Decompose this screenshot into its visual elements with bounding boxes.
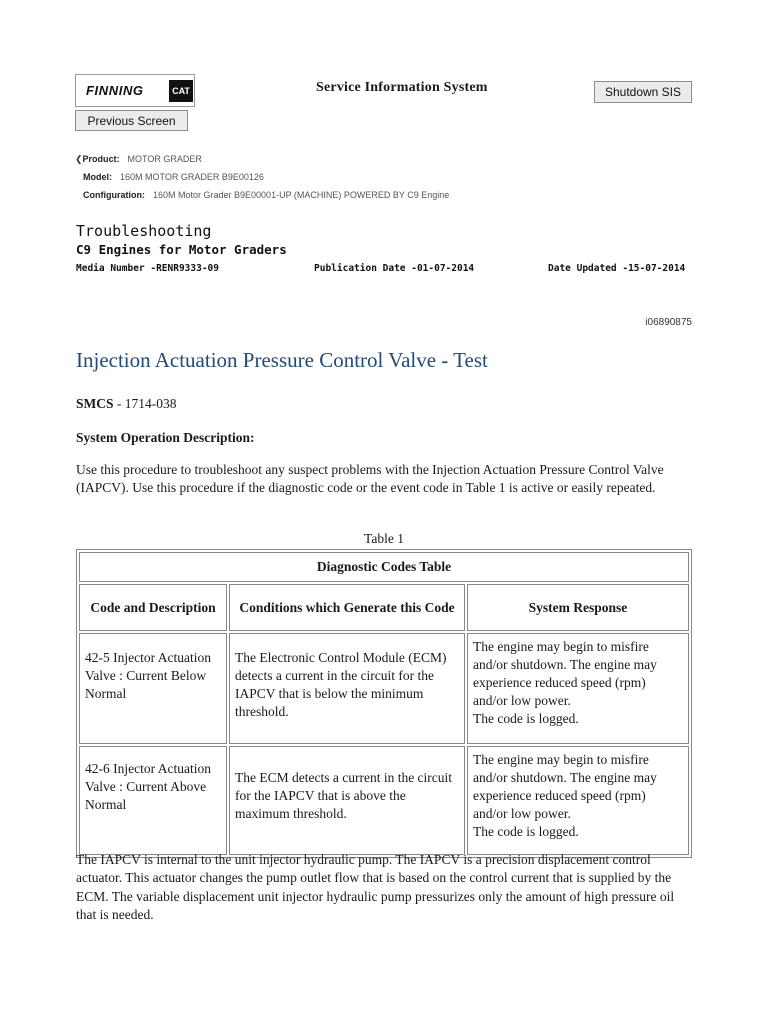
table-row bbox=[79, 633, 689, 744]
back-chevron-icon[interactable]: ❮ bbox=[75, 154, 83, 164]
configuration-label: Configuration: bbox=[83, 190, 145, 200]
conditions-cell: The ECM detects a current in the circuit for the IAPCV that is above the maximum threshold. bbox=[229, 746, 465, 855]
table-title: Diagnostic Codes Table bbox=[79, 552, 689, 582]
code-cell: 42-6 Injector Actuation Valve : Current Above Normal bbox=[79, 746, 227, 855]
smcs-code bbox=[76, 396, 177, 412]
product-label: Product: bbox=[82, 154, 120, 164]
configuration-value: 160M Motor Grader B9E00001-UP (MACHINE) POWERED BY C9 Engine bbox=[153, 190, 450, 200]
configuration-row bbox=[83, 190, 449, 200]
response-text: The engine may begin to misfire and/or shutdown. The engine may experience reduced speed (rpm) and/or low power. bbox=[473, 752, 657, 821]
column-header-response: System Response bbox=[467, 584, 689, 631]
system-operation-heading: System Operation Description: bbox=[76, 430, 255, 445]
model-value: 160M MOTOR GRADER B9E00126 bbox=[120, 172, 264, 182]
conditions-cell: The Electronic Control Module (ECM) detects a current in the circuit for the IAPCV that is below the minimum threshold. bbox=[229, 633, 465, 744]
table-title-row bbox=[79, 552, 689, 582]
smcs-value: - 1714-038 bbox=[113, 396, 177, 411]
logo-finning-text: FINNING bbox=[86, 83, 144, 98]
table-header-row bbox=[79, 584, 689, 631]
cat-badge: CAT bbox=[169, 80, 193, 102]
previous-screen-button[interactable]: Previous Screen bbox=[75, 110, 188, 131]
response-logged: The code is logged. bbox=[473, 711, 579, 726]
intro-paragraph: Use this procedure to troubleshoot any suspect problems with the Injection Actuation Pressure Control Valve (IAPCV). Use this procedure if the diagnostic code or the event code in Table 1 is active or easily repeated. bbox=[76, 462, 664, 496]
page-title: Injection Actuation Pressure Control Valve - Test bbox=[76, 348, 488, 372]
response-logged: The code is logged. bbox=[473, 824, 579, 839]
model-label: Model: bbox=[83, 172, 112, 182]
diagnostic-codes-table bbox=[76, 549, 692, 858]
table-row bbox=[79, 746, 689, 855]
product-value: MOTOR GRADER bbox=[127, 154, 202, 164]
publication-date: Publication Date -01-07-2014 bbox=[314, 263, 475, 274]
smcs-label: SMCS bbox=[76, 396, 114, 411]
finning-cat-logo bbox=[75, 74, 195, 107]
document-id: i06890875 bbox=[645, 317, 692, 328]
shutdown-sis-button[interactable]: Shutdown SIS bbox=[594, 81, 692, 103]
system-title: Service Information System bbox=[316, 80, 488, 95]
response-cell bbox=[467, 633, 689, 744]
closing-paragraph: The IAPCV is internal to the unit injector hydraulic pump. The IAPCV is a precision displacement control actuator. This actuator changes the pump outlet flow that is based on the control current that is supplied by the ECM. The variable displacement unit injector hydraulic pump pressurizes only the amount of high pressure oil that is needed. bbox=[76, 852, 675, 922]
column-header-conditions: Conditions which Generate this Code bbox=[229, 584, 465, 631]
response-cell bbox=[467, 746, 689, 855]
document-subtitle: C9 Engines for Motor Graders bbox=[76, 242, 287, 257]
section-title: Troubleshooting bbox=[76, 222, 212, 240]
table-caption: Table 1 bbox=[364, 531, 404, 546]
model-row bbox=[83, 172, 264, 182]
media-number: Media Number -RENR9333-09 bbox=[76, 263, 219, 274]
product-row bbox=[75, 154, 202, 165]
date-updated: Date Updated -15-07-2014 bbox=[548, 263, 686, 274]
response-text: The engine may begin to misfire and/or shutdown. The engine may experience reduced speed (rpm) and/or low power. bbox=[473, 639, 657, 708]
column-header-code: Code and Description bbox=[79, 584, 227, 631]
code-cell: 42-5 Injector Actuation Valve : Current Below Normal bbox=[79, 633, 227, 744]
